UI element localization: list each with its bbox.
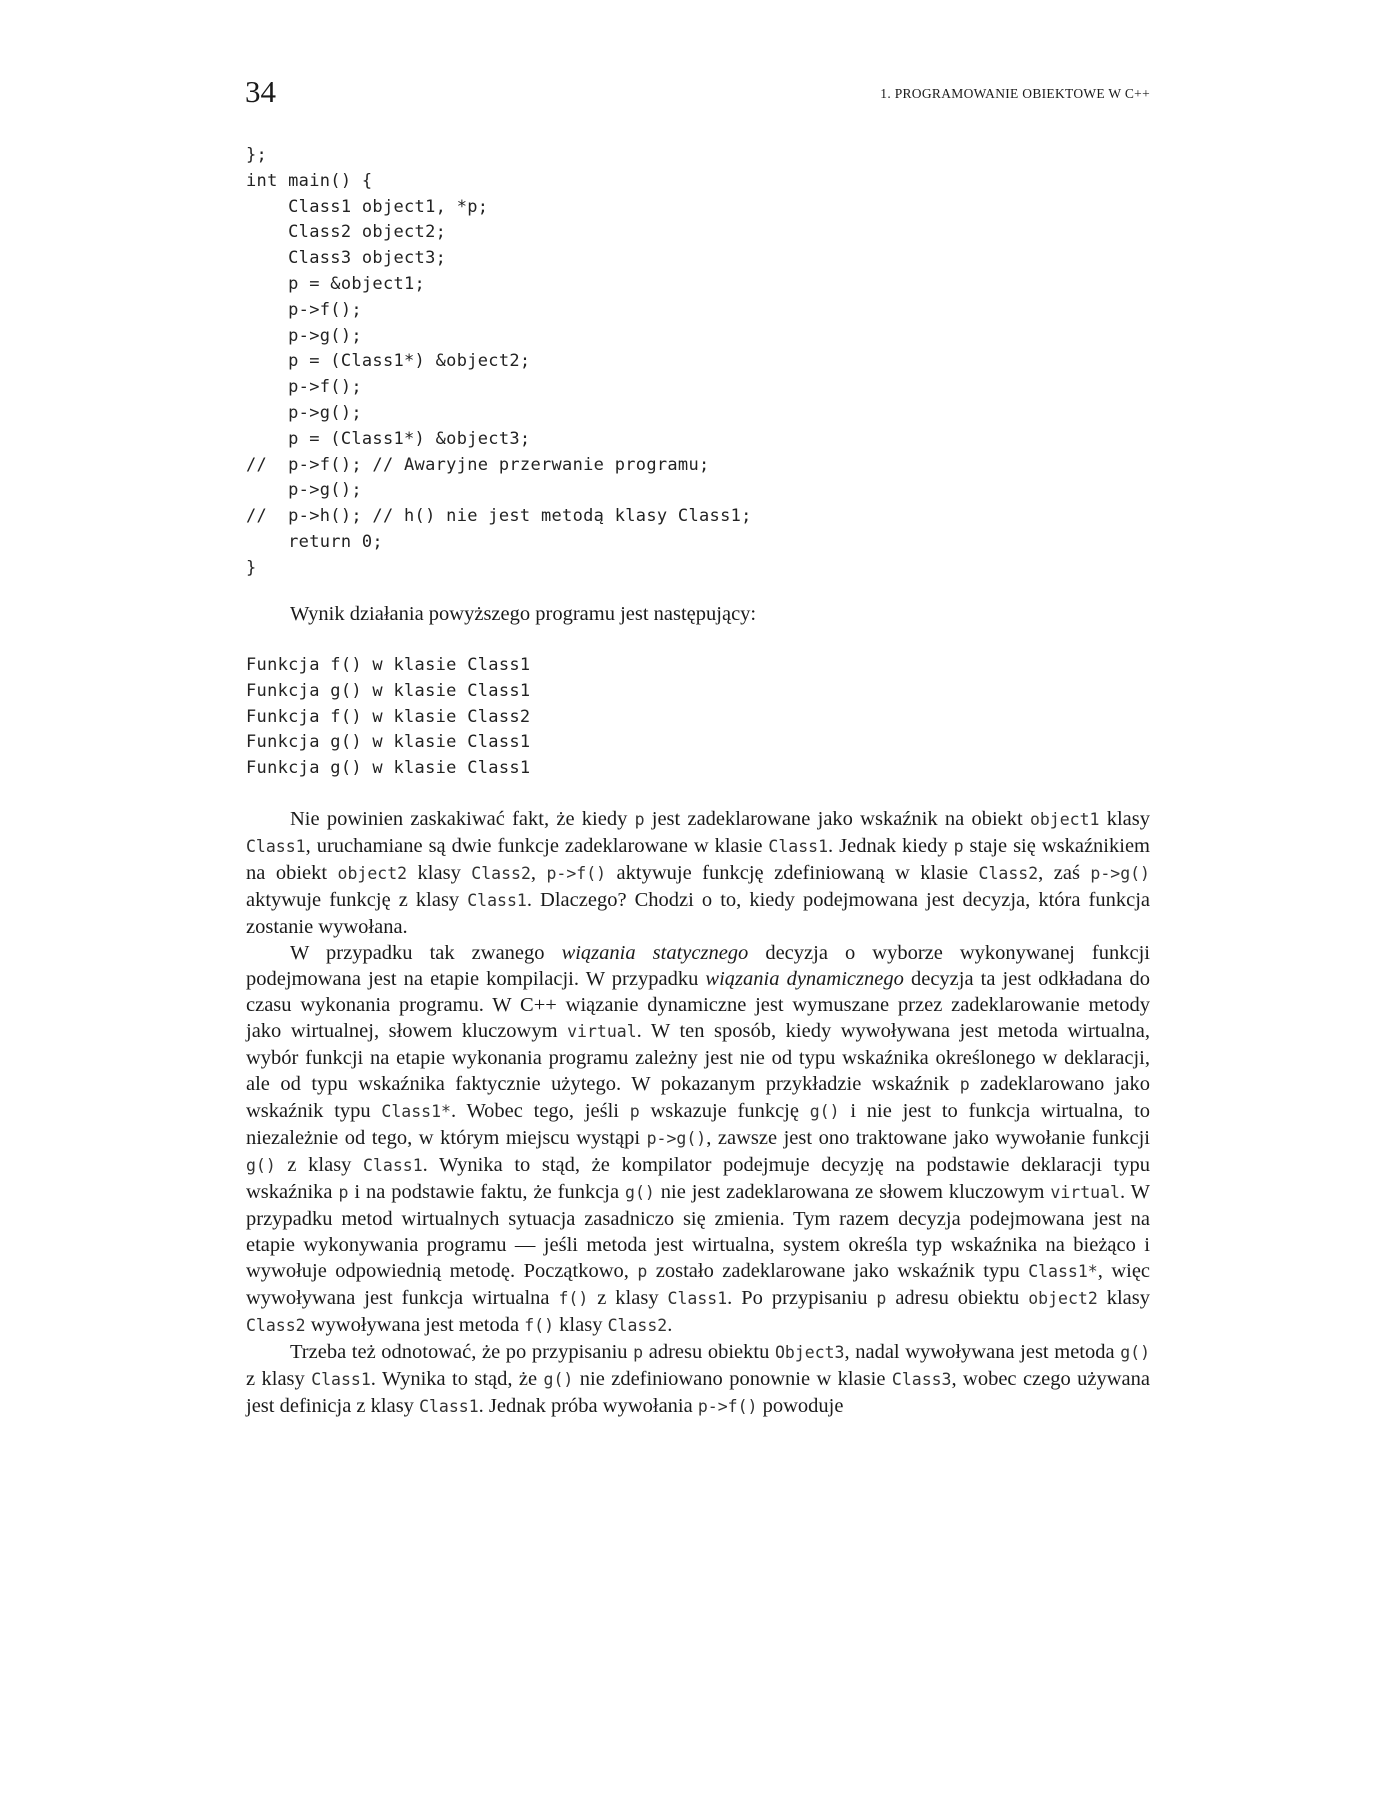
page-number: 34 xyxy=(245,74,276,109)
text-run: nie jest zadeklarowana ze słowem kluczowym xyxy=(654,1181,1051,1203)
text-run: . xyxy=(667,1314,673,1336)
inline-code: p xyxy=(953,837,964,856)
inline-code: Class2 xyxy=(607,1316,668,1335)
inline-code: f() xyxy=(524,1316,555,1335)
text-run: wywoływana jest metoda xyxy=(305,1314,525,1336)
text-run: , uruchamiane są dwie funkcje zadeklarowane w klasie xyxy=(305,835,769,857)
code-line: p = (Class1*) &object2; xyxy=(246,351,531,372)
text-run: powoduje xyxy=(757,1395,844,1417)
code-line: p->g(); xyxy=(246,480,362,501)
code-listing xyxy=(246,143,752,582)
inline-code: Class2 xyxy=(978,864,1039,883)
inline-code: Class1 xyxy=(667,1289,728,1308)
text-run: . Po przypisaniu xyxy=(727,1287,877,1309)
text-run: adresu obiektu xyxy=(643,1341,775,1363)
code-line: } xyxy=(246,557,257,578)
text-run: klasy xyxy=(1099,808,1151,830)
code-line: p = &object1; xyxy=(246,273,426,294)
inline-code: Object3 xyxy=(774,1343,845,1362)
inline-code: Class1 xyxy=(246,837,306,856)
code-line: }; xyxy=(246,145,268,165)
inline-code: g() xyxy=(1120,1343,1151,1362)
text-run: klasy xyxy=(1097,1287,1150,1309)
text-run: adresu obiektu xyxy=(886,1287,1029,1309)
text-run: z klasy xyxy=(588,1287,668,1309)
inline-code: Class2 xyxy=(246,1316,306,1335)
output-line: Funkcja g() w klasie Class1 xyxy=(246,732,531,753)
text-run: , nadal wywoływana jest metoda xyxy=(844,1341,1121,1363)
inline-code: p xyxy=(959,1075,970,1094)
code-line: p->g(); xyxy=(246,325,362,346)
text-run: decyzja ta jest odkładana do czasu wykonania programu. W C++ wiązanie dynamiczne jest wymuszane przez zadeklarowanie metody jako wirtualnej, słowem kluczowym xyxy=(246,968,1150,1042)
inline-code: p xyxy=(629,1102,640,1121)
inline-code: g() xyxy=(625,1183,655,1202)
page-header xyxy=(245,72,1150,112)
inline-code: f() xyxy=(558,1289,589,1308)
inline-code: Class1 xyxy=(311,1370,371,1389)
text-run: aktywuje funkcję zdefiniowaną w klasie xyxy=(606,862,979,884)
text-run: z klasy xyxy=(275,1154,364,1176)
code-line: Class1 object1, *p; xyxy=(246,196,489,217)
inline-code: object2 xyxy=(1028,1289,1098,1308)
code-line: p->f(); xyxy=(246,377,362,398)
text-run: klasy xyxy=(554,1314,608,1336)
inline-code: p xyxy=(338,1183,349,1202)
text-run: nie zdefiniowano ponownie w klasie xyxy=(573,1368,892,1390)
code-line: return 0; xyxy=(246,531,383,552)
text-run: klasy xyxy=(407,862,472,884)
italic-term: wiązania statycznego xyxy=(561,942,749,964)
text-run: staje się wskaźnikiem na obiekt xyxy=(246,835,1150,884)
text-run: zostało zadeklarowane jako wskaźnik typu xyxy=(647,1260,1029,1282)
text-run: . W ten sposób, kiedy wywoływana jest metoda wirtualna, wybór funkcji na etapie wykonania programu zależny jest nie od typu wskaźnika określonego w deklaracji, ale od typu wskaźnika faktycznie użytego. W pokazanym przykładzie wskaźnik xyxy=(246,1020,1150,1095)
inline-code: virtual xyxy=(1050,1183,1120,1202)
inline-code: p->f() xyxy=(697,1397,758,1416)
inline-code: g() xyxy=(543,1370,574,1389)
code-line: Class3 object3; xyxy=(246,248,447,269)
inline-code: p xyxy=(876,1289,887,1308)
inline-code: Class2 xyxy=(471,864,531,883)
text-run: z klasy xyxy=(246,1368,312,1390)
italic-term: wiązania dynamicznego xyxy=(705,968,904,990)
text-run: aktywuje funkcję z klasy xyxy=(246,889,468,911)
text-run: , zawsze jest ono traktowane jako wywołanie funkcji xyxy=(706,1127,1150,1149)
text-run: , zaś xyxy=(1038,862,1091,884)
code-line: int main() { xyxy=(246,170,373,191)
code-line: // p->h(); // h() nie jest metodą klasy Class1; xyxy=(246,506,752,527)
inline-code: p->f() xyxy=(546,864,607,883)
inline-code: Class1 xyxy=(419,1397,479,1416)
text-run: . Dlaczego? Chodzi o to, kiedy podejmowana jest decyzja, która funkcja zostanie wywołana. xyxy=(246,889,1150,938)
code-line: // p->f(); // Awaryjne przerwanie programu; xyxy=(246,454,710,475)
text-run: decyzja o wyborze wykonywanej funkcji podejmowana jest na etapie kompilacji. W przypadku xyxy=(246,942,1150,990)
text-run: , wobec czego używana jest definicja z klasy xyxy=(246,1368,1150,1417)
inline-code: g() xyxy=(246,1156,276,1175)
inline-code: p xyxy=(637,1262,648,1281)
inline-code: Class1* xyxy=(381,1102,451,1121)
text-run: . Jednak kiedy xyxy=(828,835,954,857)
paragraph xyxy=(246,940,1150,1339)
text-run: jest zadeklarowane jako wskaźnik na obiekt xyxy=(644,808,1030,830)
code-line: p = (Class1*) &object3; xyxy=(246,428,531,449)
body-text xyxy=(246,806,1150,1420)
output-line: Funkcja f() w klasie Class2 xyxy=(246,706,531,727)
text-run: wskazuje funkcję xyxy=(639,1100,810,1122)
text-run: i nie jest to funkcja wirtualna, to niezależnie od tego, w którym miejscu wystąpi xyxy=(246,1100,1151,1149)
inline-code: p->g() xyxy=(646,1129,707,1148)
inline-code: p xyxy=(634,810,645,829)
inline-code: virtual xyxy=(567,1022,637,1041)
inline-code: Class1 xyxy=(467,891,527,910)
code-line: Class2 object2; xyxy=(246,222,447,243)
output-line: Funkcja g() w klasie Class1 xyxy=(246,758,531,779)
inline-code: object1 xyxy=(1029,810,1100,829)
text-run: . Wynika to stąd, że xyxy=(370,1368,544,1390)
inline-code: object2 xyxy=(337,864,408,883)
inline-code: Class1* xyxy=(1028,1262,1098,1281)
text-run: Nie powinien zaskakiwać fakt, że kiedy xyxy=(290,808,635,830)
paragraph xyxy=(246,1339,1150,1420)
text-run: zadeklarowano jako wskaźnik typu xyxy=(246,1073,1150,1122)
paragraph xyxy=(246,806,1150,940)
text-run: . W przypadku metod wirtualnych sytuacja zasadniczo się zmienia. Tym razem decyzja podejmowana jest na etapie wykonywania programu — jeśli metoda jest wirtualna, system określa typ wskaźnika na bieżąco i wywołuje odpowiednią metodę. Początkowo, xyxy=(246,1181,1150,1282)
output-line: Funkcja g() w klasie Class1 xyxy=(246,680,531,701)
text-run: , xyxy=(530,862,547,884)
text-run: . Jednak próba wywołania xyxy=(478,1395,698,1417)
inline-code: g() xyxy=(809,1102,840,1121)
inline-code: Class3 xyxy=(891,1370,952,1389)
inline-code: Class1 xyxy=(363,1156,423,1175)
text-run: . Wobec tego, jeśli xyxy=(450,1100,630,1122)
text-run: W przypadku tak zwanego xyxy=(290,942,562,964)
code-line: p->f(); xyxy=(246,299,362,320)
output-intro-text: Wynik działania powyższego programu jest następujący: xyxy=(290,603,757,625)
output-line: Funkcja f() w klasie Class1 xyxy=(246,655,531,675)
running-head: 1. PROGRAMOWANIE OBIEKTOWE W C++ xyxy=(880,86,1150,101)
code-line: p->g(); xyxy=(246,402,362,423)
text-run: , więc wywoływana jest funkcja wirtualna xyxy=(246,1260,1151,1309)
inline-code: Class1 xyxy=(768,837,829,856)
text-run: . Wynika to stąd, że kompilator podejmuje decyzję na podstawie deklaracji typu wskaźnika xyxy=(246,1154,1150,1203)
inline-code: p xyxy=(633,1343,644,1362)
program-output xyxy=(246,653,530,782)
text-run: i na podstawie faktu, że funkcja xyxy=(348,1181,626,1203)
inline-code: p->g() xyxy=(1090,864,1150,883)
text-run: Trzeba też odnotować, że po przypisaniu xyxy=(290,1341,634,1363)
